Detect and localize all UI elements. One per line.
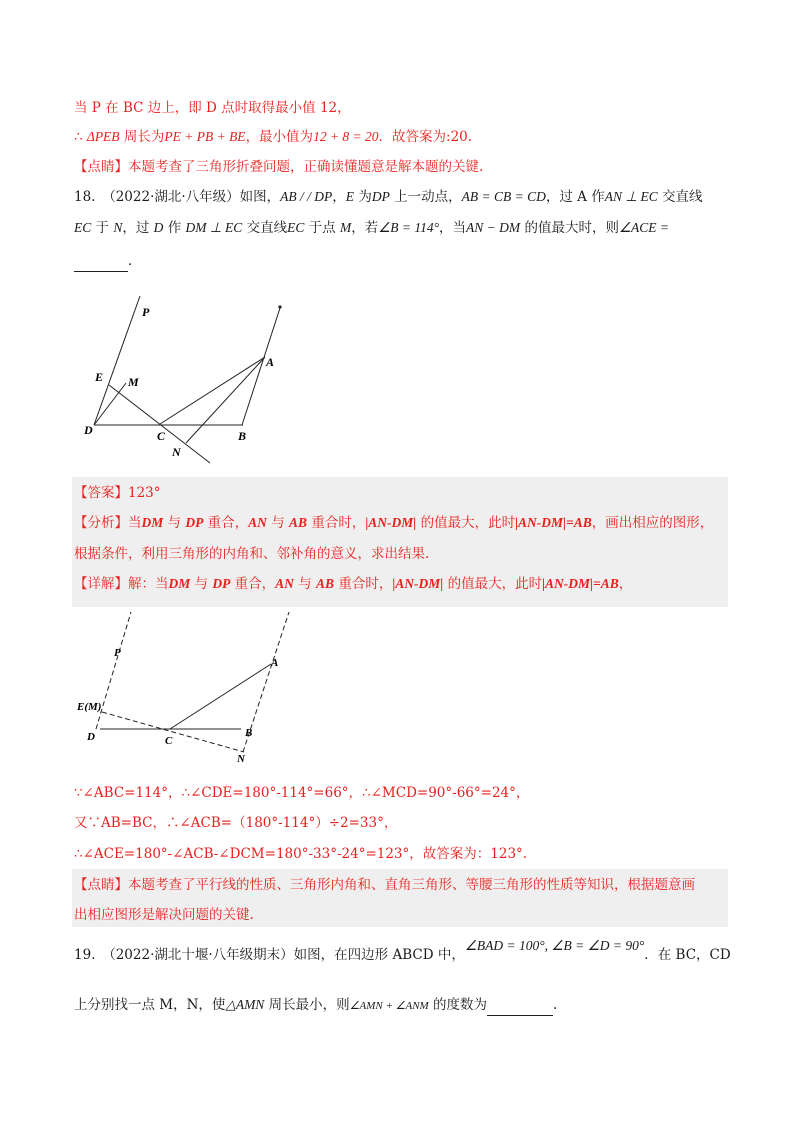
text: . xyxy=(553,997,558,1013)
parallel-expr: AB / / DP xyxy=(280,189,333,204)
text: 为 xyxy=(354,189,372,205)
label-n: N xyxy=(172,445,181,459)
text: ，过 A 作 xyxy=(545,189,605,205)
var-ec: EC xyxy=(287,220,305,235)
angle-ace-expr: ∠ACE = xyxy=(618,220,670,235)
label-b: B xyxy=(245,727,253,739)
label-p: P xyxy=(114,647,121,659)
angle-b-expr: ∠B = 114° xyxy=(378,220,440,235)
text: 上分别找一点 M，N，使 xyxy=(74,997,226,1013)
var-dm: DM xyxy=(141,515,164,530)
answer-text: ．故答案为:20. xyxy=(378,129,473,145)
answer-blank xyxy=(487,995,553,1016)
var-ec: EC xyxy=(74,220,92,235)
step-1 xyxy=(74,783,529,803)
var-d: D xyxy=(153,220,164,235)
review-line-1 xyxy=(74,875,695,895)
detail-line xyxy=(74,574,632,594)
var-e: E xyxy=(345,189,355,204)
perp-expr: AN ⊥ EC xyxy=(604,189,658,204)
text: ． xyxy=(128,253,142,269)
label-b: B xyxy=(238,429,247,443)
label-m: M xyxy=(128,375,139,389)
abs-expr: |AN-DM| xyxy=(365,515,417,530)
step-3 xyxy=(74,844,527,864)
figure-q18-solution xyxy=(72,608,294,766)
line-ca xyxy=(170,664,271,729)
text: 上一动点， xyxy=(389,189,462,205)
label-em: E(M) xyxy=(77,701,102,713)
var-dp: DP xyxy=(185,515,204,530)
text: 于点 xyxy=(304,220,340,236)
text: 的值最大时，则 xyxy=(520,220,619,236)
step-text: ∵∠ABC=114°，∴∠CDE=180°-114°=66°，∴∠MCD=90°-66°=24°， xyxy=(74,785,530,801)
answer-line xyxy=(74,483,161,503)
text: ，画出相应的图形， xyxy=(591,515,714,531)
text: 【分析】当 xyxy=(74,515,142,531)
answer-blank xyxy=(74,251,128,272)
therefore-symbol: ∴ xyxy=(74,129,87,145)
var-dm: DM xyxy=(168,576,191,591)
var-ab: AB xyxy=(289,515,308,530)
var-dp: DP xyxy=(212,576,231,591)
label-p: P xyxy=(142,305,150,319)
angle-condition: ∠BAD = 100°, ∠B = ∠D = 90° xyxy=(464,938,645,953)
text: ， xyxy=(618,576,633,592)
text: 的值最大，此时 xyxy=(416,515,516,531)
triangle-peb: ΔPEB xyxy=(86,129,120,144)
review-text: 【点睛】本题考查了平行线的性质、三角形内角和、直角三角形、等腰三角形的性质等知识，根据题意画 xyxy=(74,877,695,893)
text: 于 xyxy=(91,220,114,236)
text: ，过 xyxy=(122,220,154,236)
text: 周长最小，则 xyxy=(264,997,350,1013)
review-text: 出相应图形是解决问题的关键. xyxy=(74,907,254,923)
text: 【详解】解：当 xyxy=(74,576,169,592)
review-line xyxy=(74,157,483,177)
text: 与 xyxy=(293,576,317,592)
q18-line-1 xyxy=(74,187,703,207)
text: ， xyxy=(332,189,346,205)
abs-expr: |AN-DM| xyxy=(392,576,444,591)
text: ．在 BC，CD xyxy=(644,947,731,963)
analysis-line-1 xyxy=(74,513,713,533)
step-text: ∴∠ACE=180°-∠ACB-∠DCM=180°-33°-24°=123°，故答案为：123°. xyxy=(74,846,528,862)
text: 重合， xyxy=(230,576,276,592)
label-a: A xyxy=(266,355,275,369)
text: 重合时， xyxy=(307,515,366,531)
var-m: M xyxy=(339,220,352,235)
text: 与 xyxy=(190,576,213,592)
solution-text: 当 P 在 BC 边上，即 D 点时取得最小值 12， xyxy=(74,100,351,116)
text: 作 xyxy=(163,220,186,236)
text: 与 xyxy=(266,515,290,531)
line-dp xyxy=(94,296,140,425)
q19-line-1 xyxy=(74,938,731,965)
analysis-line-2 xyxy=(74,544,429,564)
var-an: AN xyxy=(275,576,294,591)
text: 交直线 xyxy=(657,189,703,205)
line-ba xyxy=(242,308,280,425)
text: ，若 xyxy=(351,220,379,236)
abs-eq-expr: |AN-DM|=AB xyxy=(515,515,592,530)
text: 重合时， xyxy=(334,576,393,592)
text: ，最小值为 xyxy=(245,129,314,145)
triangle-amn: △AMN xyxy=(225,997,265,1012)
analysis-text: 根据条件，利用三角形的内角和、邻补角的意义，求出结果. xyxy=(74,546,430,562)
var-ab: AB xyxy=(316,576,335,591)
solution-line-1 xyxy=(74,98,351,118)
diff-expr: AN − DM xyxy=(466,220,521,235)
review-text: 【点睛】本题考查了三角形折叠问题，正确读懂题意是解本题的关键. xyxy=(74,159,484,175)
answer-text: 【答案】123° xyxy=(74,485,161,501)
var-n: N xyxy=(113,220,123,235)
q18-line-2 xyxy=(74,218,669,238)
text: ，当 xyxy=(439,220,467,236)
q18-intro: 18. （2022·湖北·八年级）如图， xyxy=(74,189,281,205)
equal-expr: AB = CB = CD xyxy=(461,189,546,204)
line-ec xyxy=(102,712,244,752)
q18-line-3 xyxy=(74,251,142,272)
label-c: C xyxy=(157,429,166,443)
label-e: E xyxy=(95,370,104,384)
text: 与 xyxy=(163,515,186,531)
text: 的值最大，此时 xyxy=(443,576,543,592)
step-text: 又∵AB=BC，∴∠ACB=（180°-114°）÷2=33°， xyxy=(74,815,398,831)
step-2 xyxy=(74,813,397,833)
var-an: AN xyxy=(248,515,267,530)
var-dp: DP xyxy=(371,189,390,204)
angle-sum-expr: ∠AMN + ∠ANM xyxy=(349,1000,429,1012)
text: 交直线 xyxy=(242,220,288,236)
label-c: C xyxy=(165,735,173,747)
text: 周长为 xyxy=(119,129,165,145)
perimeter-expr: PE + PB + BE xyxy=(164,129,246,144)
point-top xyxy=(278,305,281,308)
min-expr: 12 + 8 = 20 xyxy=(313,129,379,144)
q19-line-2 xyxy=(74,995,557,1016)
solution-line-2 xyxy=(74,127,472,147)
review-line-2 xyxy=(74,905,254,925)
figure-q18 xyxy=(80,292,275,472)
line-dm xyxy=(94,383,126,425)
abs-eq-expr: |AN-DM|=AB xyxy=(542,576,619,591)
q19-intro: 19. （2022·湖北十堰·八年级期末）如图，在四边形 ABCD 中， xyxy=(74,947,465,963)
perp-expr: DM ⊥ EC xyxy=(185,220,243,235)
line-ec xyxy=(109,385,210,463)
label-d: D xyxy=(84,423,93,437)
label-d: D xyxy=(87,731,95,743)
label-a: A xyxy=(271,657,279,669)
text: 重合， xyxy=(203,515,249,531)
label-n: N xyxy=(237,753,245,765)
text: 的度数为 xyxy=(428,997,488,1013)
